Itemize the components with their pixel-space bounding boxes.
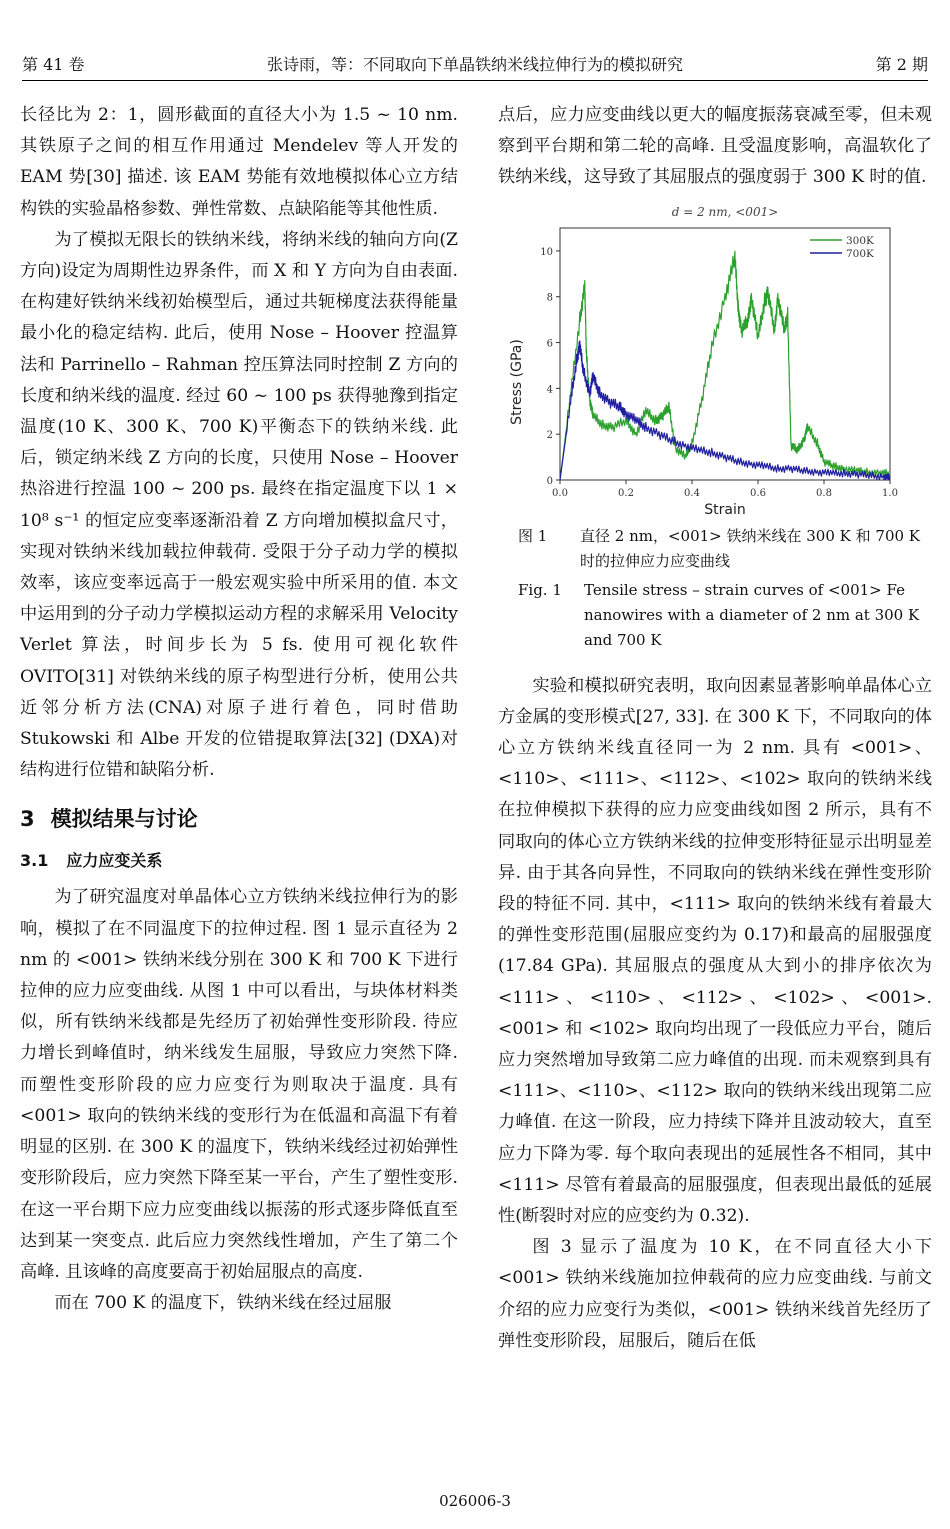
paragraph: 长径比为 2：1，圆形截面的直径大小为 1.5 ~ 10 nm. 其铁原子之间的相互作用通过 Mendelev 等人开发的 EAM 势[30] 描述. 该 EAM 势能有效地模拟体心立方结构铁的实验晶格参数、弹性常数、点缺陷能等其他性质. <box>20 105 458 219</box>
page-header <box>22 52 928 78</box>
caption-label: Fig. 1 <box>518 580 562 599</box>
y-tick-label: 2 <box>546 429 553 441</box>
paragraph: 实验和模拟研究表明，取向因素显著影响单晶体心立方金属的变形模式[27, 33]. 在 300 K 下，不同取向的体心立方铁纳米线直径同一为 2 nm. 具有 <001>、<110>、<111>、<112>、<102> 取向的铁纳米线在拉伸模拟下获得的应力应变曲线如图 2 所示，具有不同取向的体心立方铁纳米线的拉伸变形特征显示出明显差异. 由于其各向异性，不同取向的铁纳米线在弹性变形阶段的特征不同. 其中，<111> 取向的铁纳米线有着最大的弹性变形范围(屈服应变约为 0.17)和最高的屈服强度(17.84 GPa). 其屈服点的强度从大到小的排序依次为 <111>、<110>、<112>、<102>、<001>. <001> 和 <102> 取向均出现了一段低应力平台，随后应力突然增加导致第二应力峰值的出现. 而未观察到具有 <111>、<110>、<112> 取向的铁纳米线出现第二应力峰值. 在这一阶段，应力持续下降并且波动较大，直至应力下降为零. 每个取向表现出的延展性各不相同，其中 <111> 尽管有着最高的屈服强度，但表现出最低的延展性(断裂时对应的应变约为 0.32). <box>498 675 932 1227</box>
series-line-700k <box>560 341 890 480</box>
x-tick-label: 0.6 <box>750 487 766 499</box>
y-tick-label: 10 <box>540 246 553 258</box>
figure-1 <box>498 202 932 520</box>
paragraph: 而在 700 K 的温度下，铁纳米线在经过屈服 <box>54 1293 392 1314</box>
plot-frame <box>560 228 890 480</box>
x-axis-label: Strain <box>704 501 746 518</box>
legend-label: 700K <box>846 247 874 260</box>
x-tick-label: 0.0 <box>552 487 568 499</box>
x-tick-label: 0.8 <box>816 487 832 499</box>
x-tick-label: 0.2 <box>618 487 634 499</box>
caption-text: Tensile stress – strain curves of <001> Fe nanowires with a diameter of 2 nm at 300 K and 700 K <box>584 580 920 649</box>
y-axis-label: Stress (GPa) <box>509 338 525 425</box>
subsection-number: 3.1 <box>20 851 49 871</box>
x-tick-label: 1.0 <box>882 487 898 499</box>
figure-caption-cn <box>498 524 932 574</box>
series-line-300k <box>560 251 890 480</box>
y-tick-label: 0 <box>546 475 553 487</box>
figure-caption-en <box>498 578 932 653</box>
section-title: 模拟结果与讨论 <box>50 807 198 832</box>
paragraph: 点后，应力应变曲线以更大的幅度振荡衰减至零，但未观察到平台期和第二轮的高峰. 且受温度影响，高温软化了铁纳米线，这导致了其屈服点的强度弱于 300 K 时的值. <box>498 105 932 188</box>
left-column <box>20 100 458 1319</box>
caption-text: 直径 2 nm，<001> 铁纳米线在 300 K 和 700 K 时的拉伸应力应变曲线 <box>580 526 921 570</box>
x-tick-label: 0.4 <box>684 487 700 499</box>
page-number: 026006-3 <box>439 1492 511 1510</box>
y-tick-label: 8 <box>546 292 553 304</box>
section-number: 3 <box>20 807 35 832</box>
journal-issue: 第 2 期 <box>875 55 928 74</box>
subsection-title: 应力应变关系 <box>66 851 163 871</box>
paragraph: 为了模拟无限长的铁纳米线，将纳米线的轴向方向(Z 方向)设定为周期性边界条件，而 X 和 Y 方向为自由表面. 在构建好铁纳米线初始模型后，通过共轭梯度法获得能量最小化的稳定结构. 此后，使用 Nose – Hoover 控温算法和 Parrinello – Rahman 控压算法同时控制 Z 方向的长度和纳米线的温度. 经过 60 ~ 100 ps 获得驰豫到指定温度(10 K、300 K、700 K)平衡态下的铁纳米线. 此后，锁定纳米线 Z 方向的长度，只使用 Nose – Hoover 热浴进行控温 100 ~ 200 ps. 最终在指定温度下以 1 × 10⁸ s⁻¹ 的恒定应变率逐渐沿着 Z 方向增加模拟盒尺寸，实现对铁纳米线加载拉伸载荷. 受限于分子动力学的模拟效率，该应变率远高于一般宏观实验中所采用的值. 本文中运用到的分子动力学模拟运动方程的求解采用 Velocity Verlet 算法，时间步长为 5 fs. 使用可视化软件 OVITO[31] 对铁纳米线的原子构型进行分析，使用公共近邻分析方法(CNA)对原子进行着色，同时借助 Stukowski 和 Albe 开发的位错提取算法[32] (DXA)对结构进行位错和缺陷分析. <box>20 229 458 781</box>
chart-title: d = 2 nm, <001> <box>671 204 779 219</box>
stress-strain-chart <box>498 202 932 520</box>
caption-label: 图 1 <box>518 526 548 545</box>
header-rule <box>22 80 928 81</box>
journal-volume: 第 41 卷 <box>22 55 85 74</box>
section-heading <box>20 804 458 834</box>
y-tick-label: 4 <box>546 383 553 395</box>
paragraph: 图 3 显示了温度为 10 K，在不同直径大小下 <001> 铁纳米线施加拉伸载荷的应力应变曲线. 与前文介绍的应力应变行为类似，<001> 铁纳米线首先经历了弹性变形阶段，屈服后，随后在低 <box>498 1237 932 1351</box>
legend-label: 300K <box>846 234 874 247</box>
y-tick-label: 6 <box>546 338 553 350</box>
paragraph: 为了研究温度对单晶体心立方铁纳米线拉伸行为的影响，模拟了在不同温度下的拉伸过程. 图 1 显示直径为 2 nm 的 <001> 铁纳米线分别在 300 K 和 700 K 下进行拉伸的应力应变曲线. 从图 1 中可以看出，与块体材料类似，所有铁纳米线都是先经历了初始弹性变形阶段. 待应力增长到峰值时，纳米线发生屈服，导致应力突然下降. 而塑性变形阶段的应力应变行为则取决于温度. 具有 <001> 取向的铁纳米线的变形行为在低温和高温下有着明显的区别. 在 300 K 的温度下，铁纳米线经过初始弹性变形阶段后，应力突然下降至某一平台，产生了塑性变形. 在这一平台期下应力应变曲线以振荡的形式逐步降低直至达到某一突变点. 此后应力突然线性增加，产生了第二个高峰. 且该峰的高度要高于初始屈服点的高度. <box>20 887 458 1282</box>
running-title: 张诗雨，等：不同取向下单晶铁纳米线拉伸行为的模拟研究 <box>266 55 683 74</box>
right-column <box>498 100 932 1357</box>
subsection-heading <box>20 846 458 876</box>
